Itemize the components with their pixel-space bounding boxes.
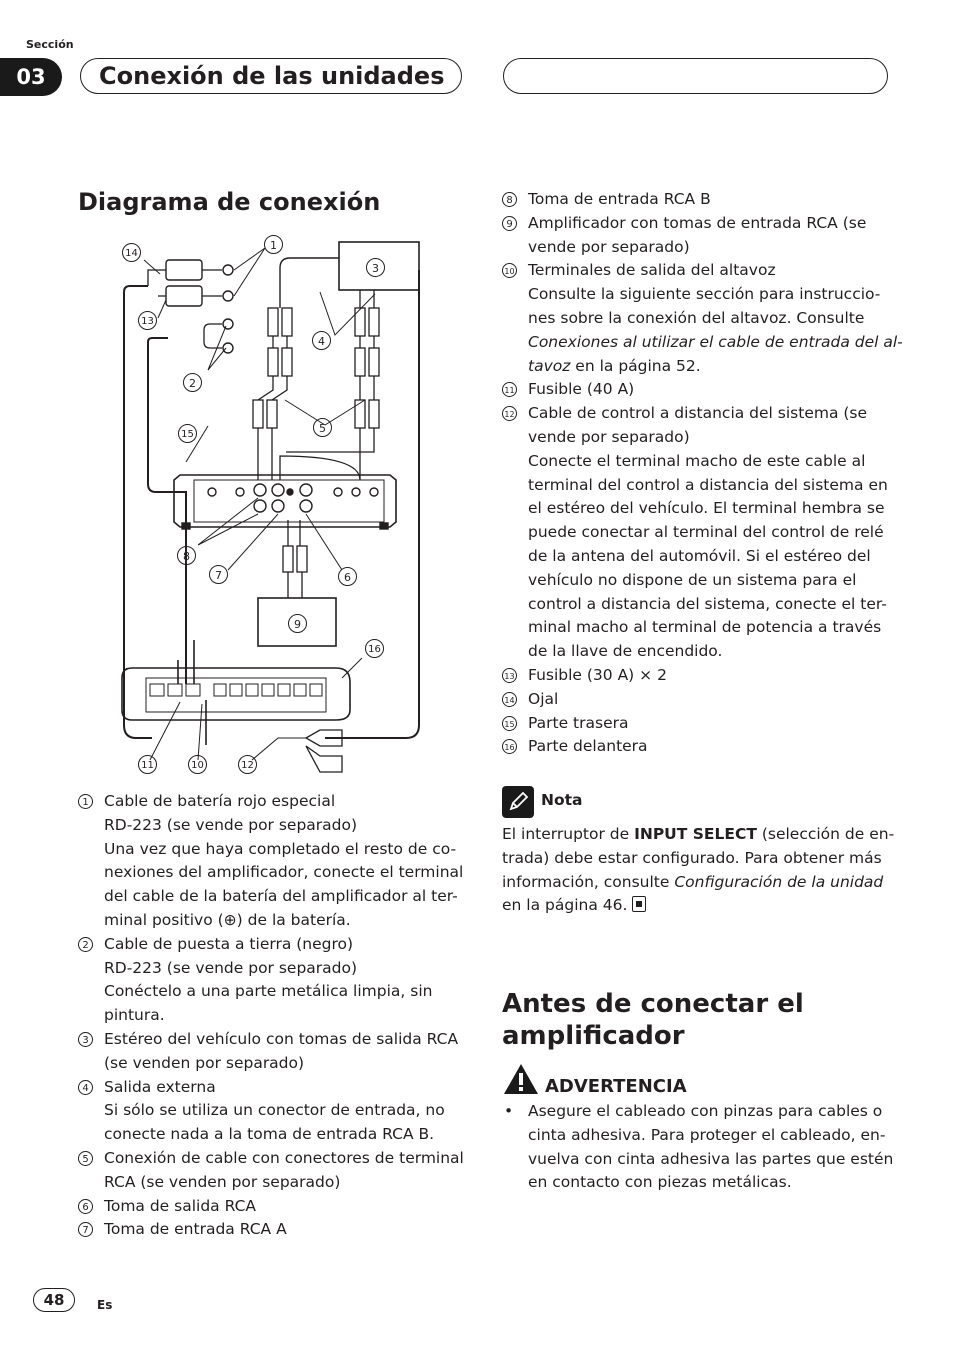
legend-number: 6 xyxy=(78,1199,93,1214)
legend-number: 1 xyxy=(78,794,93,809)
legend-item-1: 1 Cable de batería rojo especial RD-223 (se vende por separado) Una vez que haya completado el resto de co- nexiones del amplificador, conecte el terminal del cable de la batería del amplificador al ter- minal positivo (⊕) de la batería. xyxy=(78,790,468,933)
right-legend-list xyxy=(502,188,902,759)
note-paragraph: El interruptor de INPUT SELECT (selección de en- trada) debe estar configurado. Para obtener más información, consulte Configuración de la unidad en la página 46. xyxy=(502,825,895,915)
legend-item-6: 6 Toma de salida RCA xyxy=(78,1195,468,1219)
callout-5: 5 xyxy=(313,418,332,437)
language-code: Es xyxy=(97,1298,113,1312)
callout-1: 1 xyxy=(264,235,283,254)
note-label: Nota xyxy=(541,791,583,809)
callout-3: 3 xyxy=(366,258,385,277)
legend-number: 5 xyxy=(78,1151,93,1166)
diagram-heading: Diagrama de conexión xyxy=(78,188,381,216)
legend-item-15: 15 Parte trasera xyxy=(502,712,902,736)
legend-item-14: 14 Ojal xyxy=(502,688,902,712)
legend-item-9: 9 Amplificador con tomas de entrada RCA (se vende por separado) xyxy=(502,212,902,260)
warning-triangle-icon xyxy=(502,1062,540,1096)
callout-6: 6 xyxy=(338,567,357,586)
legend-item-5: 5 Conexión de cable con conectores de terminal RCA (se venden por separado) xyxy=(78,1147,468,1195)
legend-number: 10 xyxy=(502,263,517,278)
legend-number: 16 xyxy=(502,739,517,754)
legend-item-3: 3 Estéreo del vehículo con tomas de salida RCA (se venden por separado) xyxy=(78,1028,468,1076)
section-label: Sección xyxy=(26,38,74,51)
legend-item-4: 4 Salida externa Si sólo se utiliza un conector de entrada, no conecte nada a la toma de entrada RCA B. xyxy=(78,1076,468,1147)
callout-12: 12 xyxy=(238,755,257,774)
callout-7: 7 xyxy=(209,565,228,584)
callout-15: 15 xyxy=(178,424,197,443)
legend-number: 7 xyxy=(78,1222,93,1237)
legend-number: 4 xyxy=(78,1080,93,1095)
callout-16: 16 xyxy=(365,639,384,658)
legend-number: 15 xyxy=(502,716,517,731)
page-number: 48 xyxy=(33,1288,75,1312)
legend-item-7: 7 Toma de entrada RCA A xyxy=(78,1218,468,1242)
end-mark-icon xyxy=(632,896,646,912)
legend-number: 8 xyxy=(502,192,517,207)
legend-item-10: 10 Terminales de salida del altavoz Consulte la siguiente sección para instruccio- nes sobre la conexión del altavoz. Consulte Conexiones al utilizar el cable de entrada del al- tavoz en la página 52. xyxy=(502,259,902,378)
bullet-mark: • xyxy=(504,1102,514,1120)
legend-item-12: 12 Cable de control a distancia del sistema (se vende por separado) Conecte el terminal macho de este cable al terminal del control a distancia del sistema en el estéreo del vehículo. El terminal hembra se puede conectar al terminal del control de relé de la antena del automóvil. Si el estéreo del vehículo no dispone de un sistema para el control a distancia del sistema, conecte el ter- minal macho al terminal de potencia a través de la llave de encendido. xyxy=(502,402,902,664)
connection-diagram xyxy=(110,230,440,785)
legend-number: 12 xyxy=(502,406,517,421)
left-legend-list xyxy=(78,790,468,1242)
legend-number: 13 xyxy=(502,668,517,683)
callout-10: 10 xyxy=(188,755,207,774)
legend-item-8: 8 Toma de entrada RCA B xyxy=(502,188,902,212)
legend-item-16: 16 Parte delantera xyxy=(502,735,902,759)
header-empty-pill xyxy=(503,58,888,94)
callout-4: 4 xyxy=(312,331,331,350)
callout-2: 2 xyxy=(183,373,202,392)
rca-plugs-left xyxy=(253,308,292,480)
upper-amplifier xyxy=(174,475,396,529)
legend-number: 3 xyxy=(78,1032,93,1047)
legend-number: 9 xyxy=(502,216,517,231)
callout-8: 8 xyxy=(177,546,196,565)
callout-9: 9 xyxy=(288,614,307,633)
legend-number: 11 xyxy=(502,382,517,397)
legend-number: 14 xyxy=(502,692,517,707)
callout-14: 14 xyxy=(122,243,141,262)
before-connecting-heading: Antes de conectar el amplificador xyxy=(502,989,804,1051)
legend-number: 2 xyxy=(78,937,93,952)
callout-11: 11 xyxy=(138,755,157,774)
warning-label: ADVERTENCIA xyxy=(545,1076,687,1097)
warning-bullet: • Asegure el cableado con pinzas para cables o cinta adhesiva. Para proteger el cableado, en- vuelva con cinta adhesiva las partes que estén en contacto con piezas metálicas. xyxy=(504,1102,894,1192)
section-number-badge: 03 xyxy=(0,58,62,96)
rca-plugs-middle xyxy=(283,520,307,598)
callout-13: 13 xyxy=(138,311,157,330)
legend-item-11: 11 Fusible (40 A) xyxy=(502,378,902,402)
lower-amplifier xyxy=(122,668,350,720)
section-title: Conexión de las unidades xyxy=(80,58,462,94)
legend-item-2: 2 Cable de puesta a tierra (negro) RD-223 (se vende por separado) Conéctelo a una parte metálica limpia, sin pintura. xyxy=(78,933,468,1028)
legend-item-13: 13 Fusible (30 A) × 2 xyxy=(502,664,902,688)
note-pencil-icon xyxy=(502,786,534,818)
